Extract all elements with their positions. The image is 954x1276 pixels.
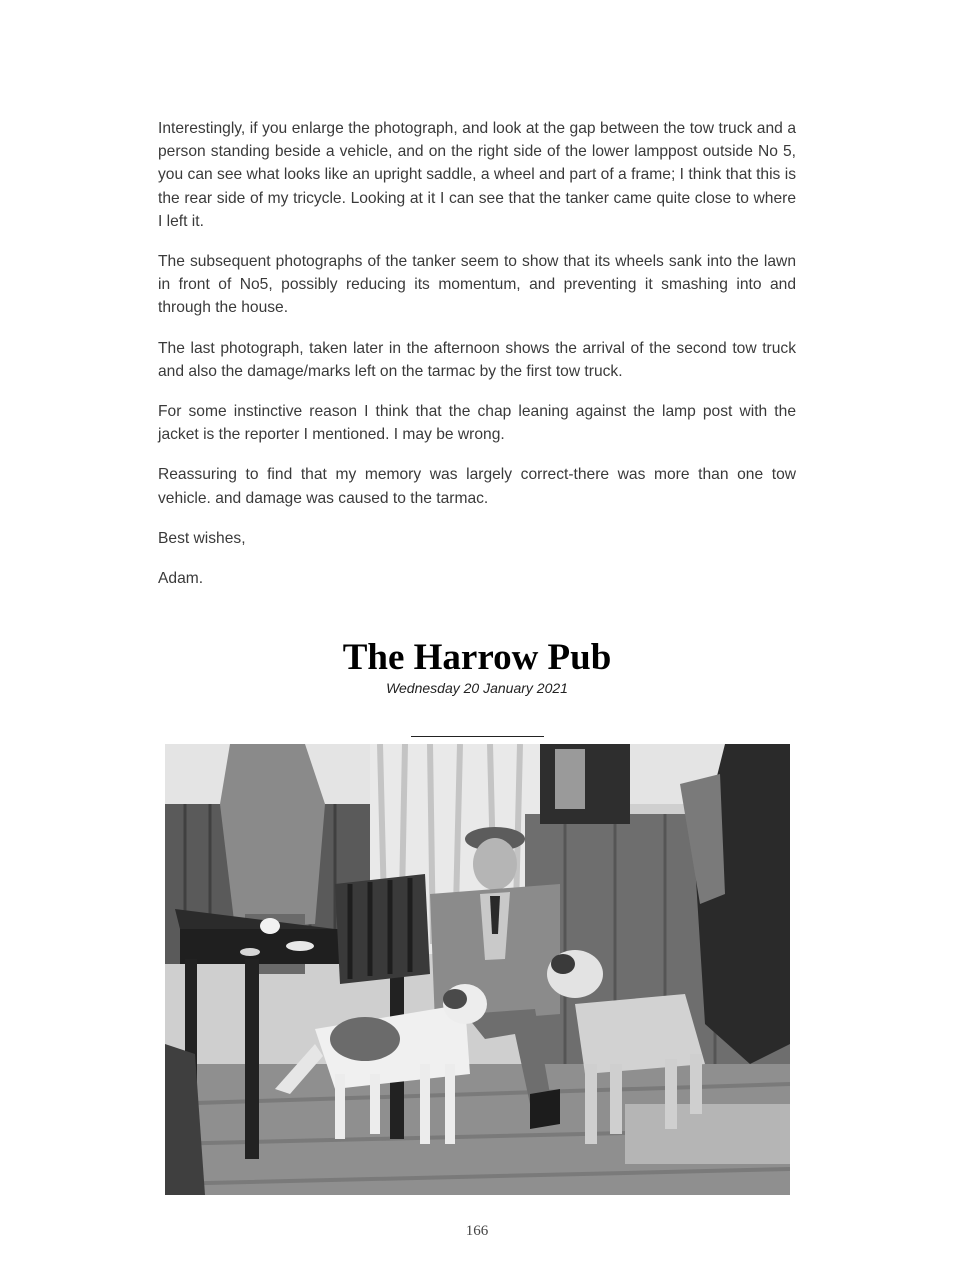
letter-body [158,117,796,607]
page-number: 166 [465,1223,489,1239]
section-date: Wednesday 20 January 2021 [386,680,568,696]
letter-paragraph: Reassuring to find that my memory was largely correct-there was more than one tow vehicle. and damage was caused to the tarmac. [158,466,796,507]
section-title: The Harrow Pub [342,637,612,678]
title-divider [411,736,544,737]
letter-paragraph: The subsequent photographs of the tanker seem to show that its wheels sank into the lawn in front of No5, possibly reducing its momentum, and preventing it smashing into and through the house. [158,253,796,317]
letter-signature: Adam. [158,570,204,588]
letter-paragraph: For some instinctive reason I think that the chap leaning against the lamp post with the jacket is the reporter I mentioned. I may be wrong. [158,403,796,444]
letter-paragraph: Interestingly, if you enlarge the photograph, and look at the gap between the tow truck and a person standing beside a vehicle, and on the right side of the lower lamppost outside No 5, you can see what looks like an upright saddle, a wheel and part of a frame; I think that this is the rear side of my tricycle. Looking at it I can see that the tanker came quite close to where I left it. [158,120,796,230]
letter-signoff: Best wishes, [158,529,246,547]
letter-paragraph: The last photograph, taken later in the afternoon shows the arrival of the second tow truck and also the damage/marks left on the tarmac by the first tow truck. [158,339,796,380]
pub-photograph [165,744,790,1195]
